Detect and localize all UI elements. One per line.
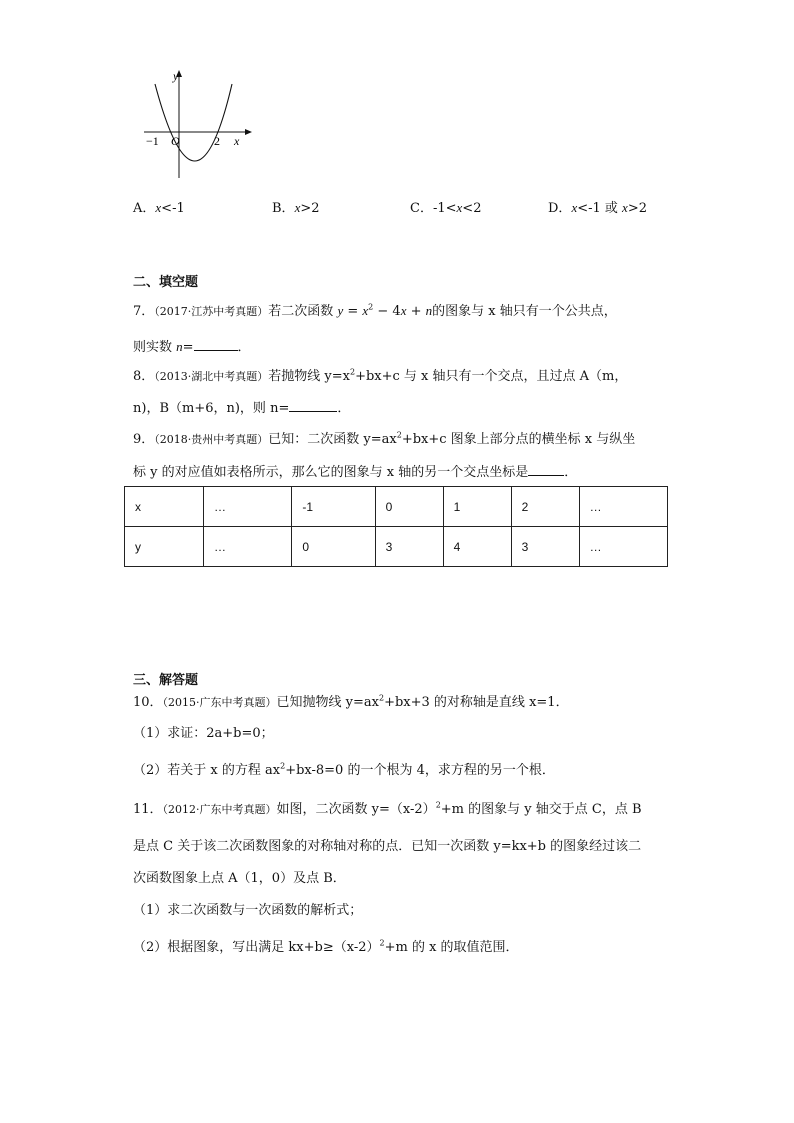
question-11-line1: 11．（2012·广东中考真题）如图，二次函数 $y=(x-2)^2+m$ 的图象与 y 轴交于点 C，点 B bbox=[133, 800, 642, 817]
question-11-part2: （2）根据图象，写出满足 $kx+b\ge(x-2)^2+m$ 的 x 的取值范围． bbox=[133, 938, 519, 955]
answer-blank-q7[interactable] bbox=[194, 338, 238, 351]
table-row-y bbox=[125, 527, 668, 567]
table-cell: 3 bbox=[511, 527, 579, 567]
tick-label-2: 2 bbox=[214, 134, 220, 148]
table-cell: -1 bbox=[292, 487, 375, 527]
table-cell: 1 bbox=[443, 487, 511, 527]
question-7-line1: 7．（2017·江苏中考真题）若二次函数 $y = x^2 - 4x + n$的图象与 x 轴只有一个公共点， bbox=[133, 302, 617, 319]
option-d[interactable]: D．x<-1 或 x>2 bbox=[548, 200, 647, 216]
table-cell: x bbox=[125, 487, 204, 527]
section-title-solutions: 三、解答题 bbox=[133, 673, 199, 688]
table-cell: … bbox=[204, 487, 292, 527]
origin-label: O bbox=[171, 134, 180, 148]
parabola-curve bbox=[155, 84, 232, 161]
xy-value-table bbox=[124, 486, 668, 567]
table-cell: 4 bbox=[443, 527, 511, 567]
question-10-part1: （1）求证：2a+b=0； bbox=[133, 726, 274, 741]
question-8-line2: n)，B（m+6，n)，则 n= ． bbox=[133, 401, 351, 416]
answer-blank-q8[interactable] bbox=[289, 399, 337, 412]
question-11-line2: 是点 C 关于该二次函数图象的对称轴对称的点．已知一次函数 y=kx+b 的图象经过该二 bbox=[133, 839, 642, 854]
option-c[interactable]: C．-1<x<2 bbox=[410, 200, 482, 216]
x-axis-arrow bbox=[245, 129, 252, 135]
table-cell: 2 bbox=[511, 487, 579, 527]
section-title-fill-in: 二、填空题 bbox=[133, 275, 199, 290]
x-axis-label: x bbox=[234, 134, 240, 148]
option-a[interactable]: A．x<-1 bbox=[133, 200, 185, 216]
question-9-line1: 9．（2018·贵州中考真题）已知：二次函数 $y=ax^2+bx+c$ 图象上部分点的横坐标 x 与纵坐 bbox=[133, 430, 636, 447]
answer-blank-q9[interactable] bbox=[528, 463, 564, 476]
question-8-line1: 8．（2013·湖北中考真题）若抛物线 $y=x^2+bx+c$ 与 x 轴只有一个交点，且过点 A（m， bbox=[133, 367, 628, 384]
table-cell: 0 bbox=[292, 527, 375, 567]
question-11-part1: （1）求二次函数与一次函数的解析式； bbox=[133, 903, 363, 918]
y-axis-label: y bbox=[173, 69, 179, 83]
parabola-graph bbox=[138, 68, 258, 180]
table-cell: … bbox=[204, 527, 292, 567]
table-cell: 3 bbox=[375, 527, 443, 567]
table-cell: … bbox=[579, 527, 667, 567]
table-cell: y bbox=[125, 527, 204, 567]
question-7-line2: 则实数 n= ． bbox=[133, 339, 251, 355]
question-10-line1: 10．（2015·广东中考真题）已知抛物线 $y=ax^2+bx+3$ 的对称轴是直线 x=1． bbox=[133, 693, 569, 710]
table-cell: … bbox=[579, 487, 667, 527]
question-11-line3: 次函数图象上点 A（1，0）及点 B． bbox=[133, 871, 346, 886]
question-9-line2: 标 y 的对应值如表格所示，那么它的图象与 x 轴的另一个交点坐标是 ． bbox=[133, 465, 578, 480]
tick-label-neg1: −1 bbox=[146, 134, 159, 148]
option-b[interactable]: B．x>2 bbox=[272, 200, 320, 216]
question-10-part2: （2）若关于 x 的方程 $ax^2+bx-8=0$ 的一个根为 4，求方程的另一个根． bbox=[133, 761, 555, 778]
table-cell: 0 bbox=[375, 487, 443, 527]
table-row-x bbox=[125, 487, 668, 527]
